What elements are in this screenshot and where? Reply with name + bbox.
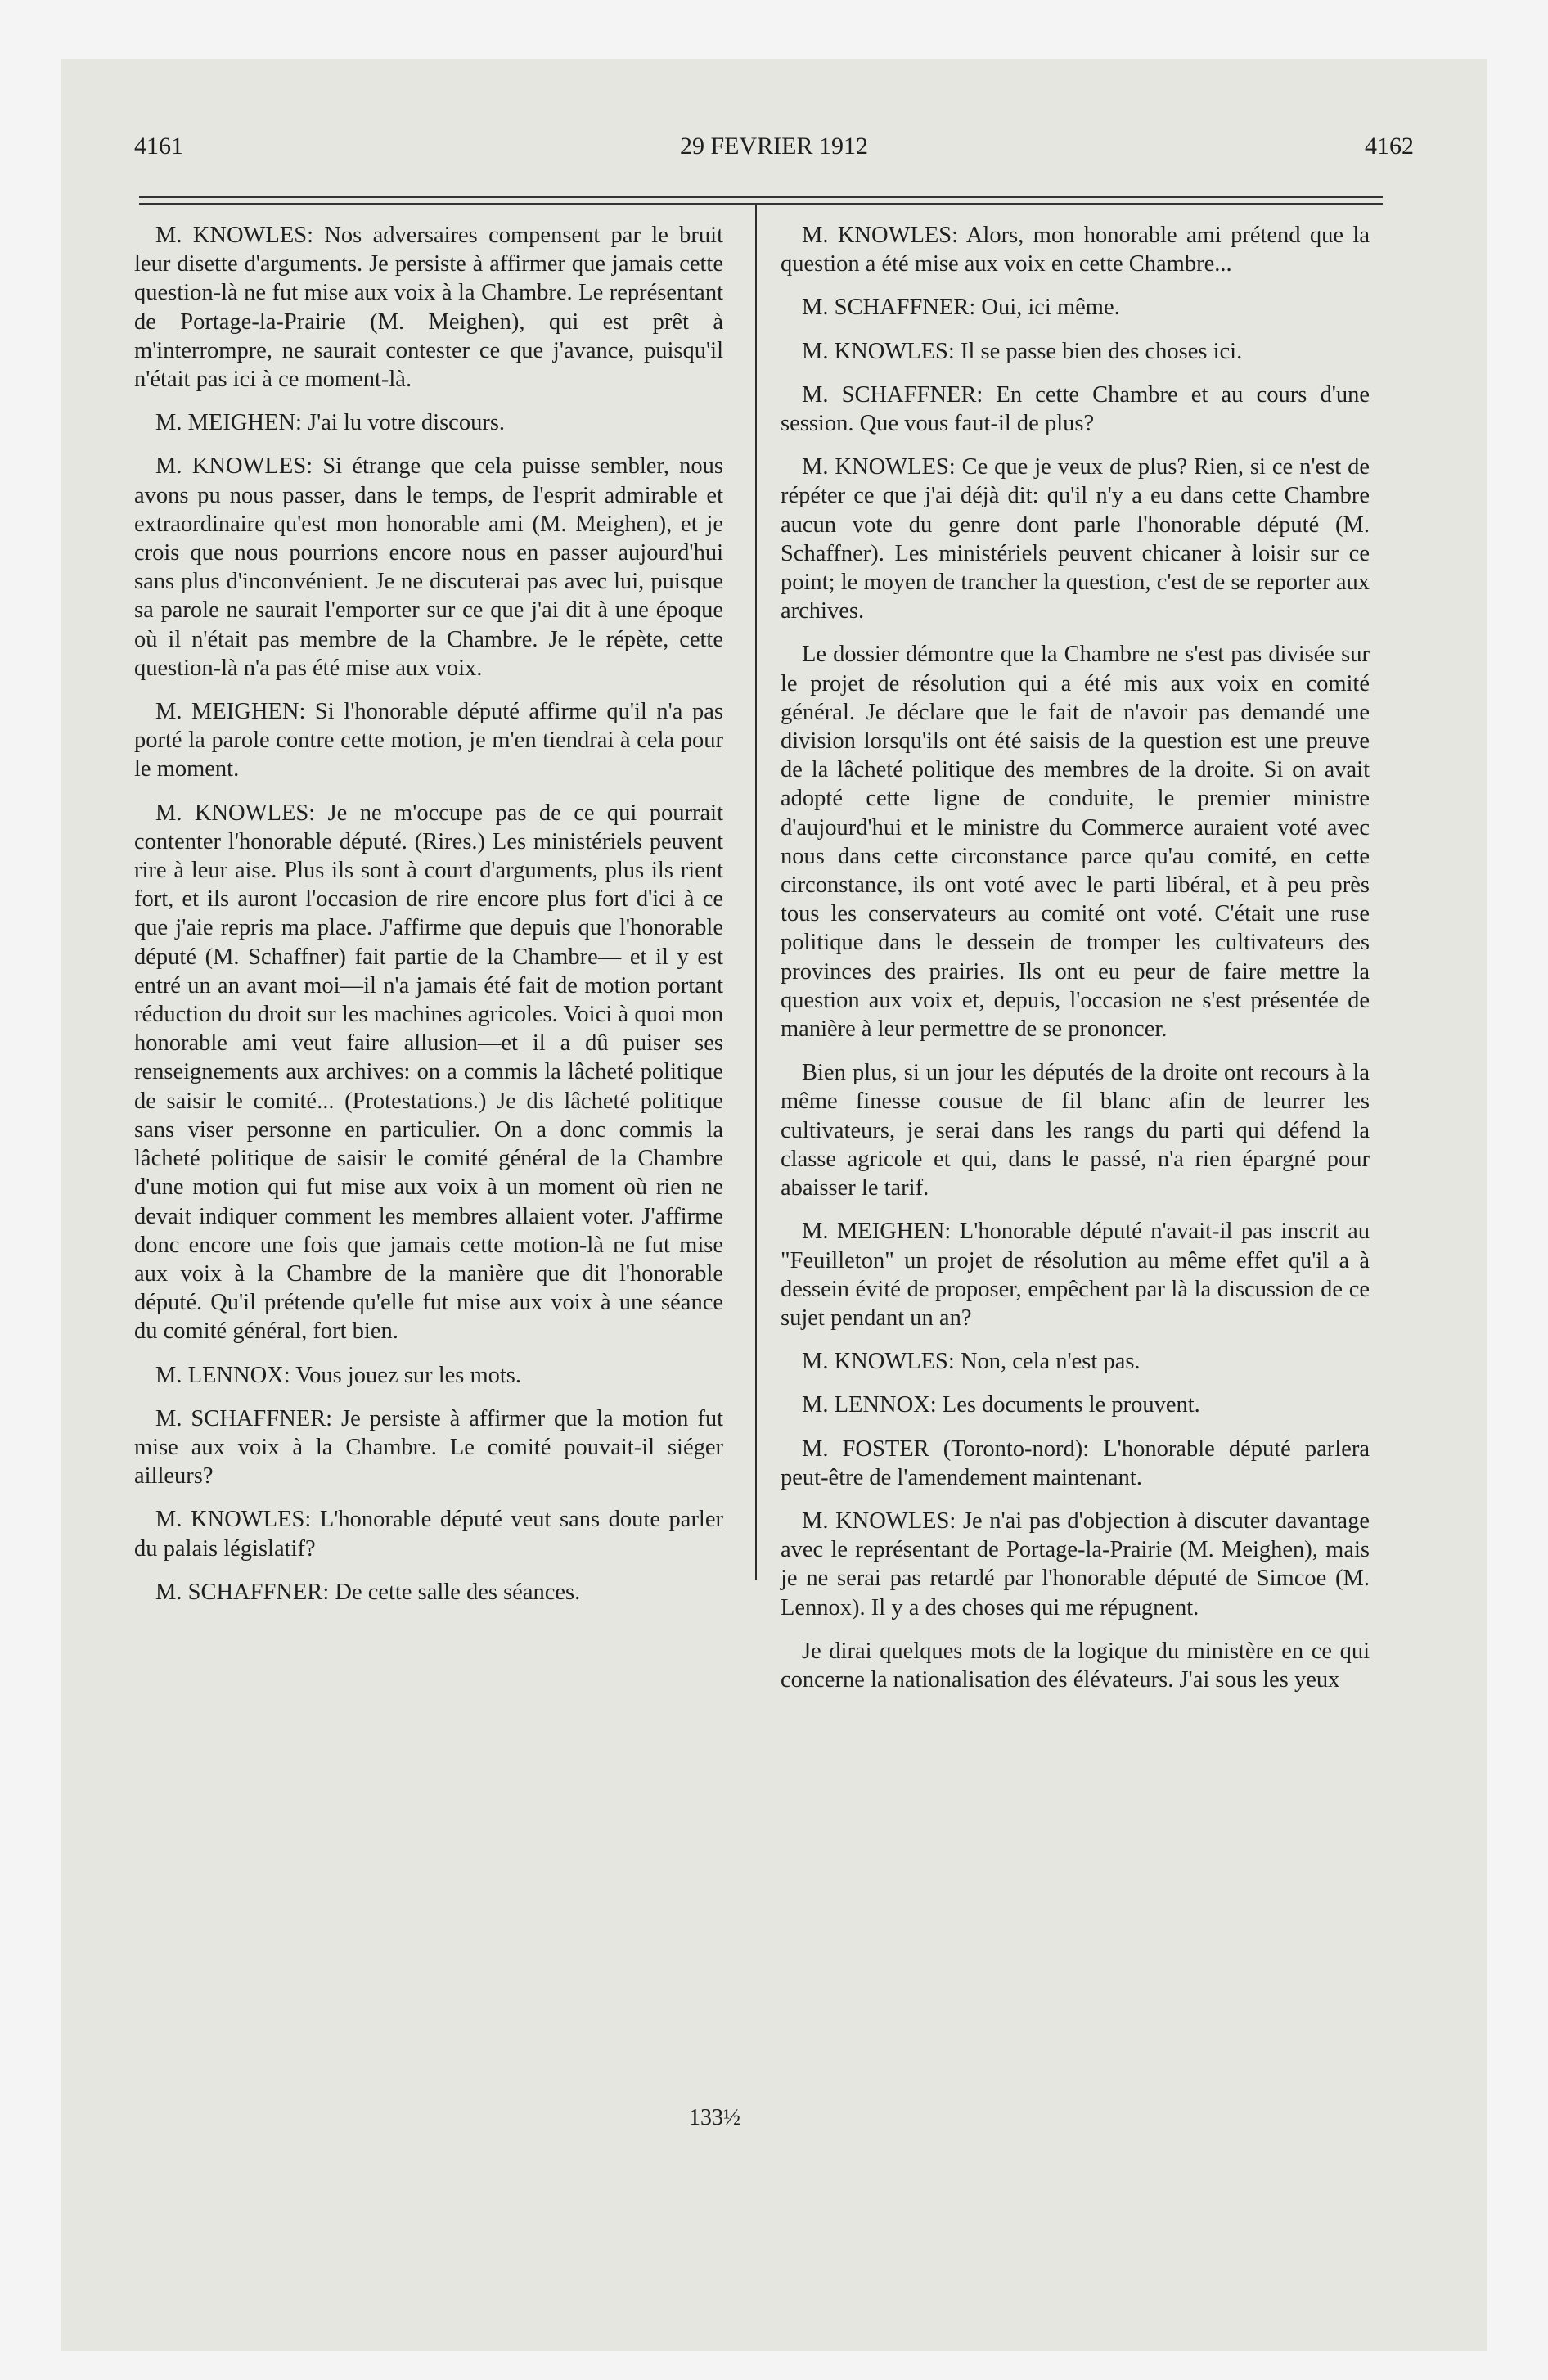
paragraph: M. LENNOX: Les documents le prouvent. — [802, 1392, 1200, 1418]
paragraph: M. MEIGHEN: J'ai lu votre discours. — [155, 410, 506, 436]
paragraph: M. FOSTER (Toronto-nord): L'honorable député parlera peut-être de l'amendement maintenant. — [781, 1436, 1370, 1490]
paragraph: M. KNOWLES: L'honorable député veut sans doute parler du palais législatif? — [134, 1507, 723, 1562]
paragraph: M. KNOWLES: Je n'ai pas d'objection à discuter davantage avec le représentant de Portage-la-Prairie (M. Meighen), mais je ne serai pas retardé par l'honorable député de Simcoe (M. Lennox). Il y a des choses qui me répugnent. — [781, 1508, 1370, 1620]
page-number-left: 4161 — [134, 133, 183, 160]
paragraph: M. LENNOX: Vous jouez sur les mots. — [155, 1362, 522, 1388]
sheet-number: 133½ — [689, 2105, 740, 2130]
paragraph: M. KNOWLES: Nos adversaires compensent par le bruit leur disette d'arguments. Je persiste à affirmer que jamais cette question-là ne fut mise aux voix à la Chambre. Le représentant de Portage-la-Prairie (M. Meighen), qui est prêt à m'interrompre, ne saurait contester ce que j'avance, puisqu'il n'était pas ici à ce moment-là. — [134, 223, 723, 393]
paragraph: M. MEIGHEN: Si l'honorable député affirme qu'il n'a pas porté la parole contre cette motion, je m'en tiendrai à cela pour le moment. — [134, 699, 723, 782]
right-column — [781, 221, 1370, 1709]
paragraph: M. KNOWLES: Alors, mon honorable ami prétend que la question a été mise aux voix en cette Chambre... — [781, 223, 1370, 277]
left-column — [134, 221, 723, 1621]
paragraph: M. KNOWLES: Il se passe bien des choses ici. — [802, 338, 1243, 364]
header-date: 29 FEVRIER 1912 — [679, 133, 868, 160]
header-double-rule — [139, 196, 1383, 205]
paragraph: M. KNOWLES: Non, cela n'est pas. — [802, 1349, 1141, 1375]
page-header — [134, 133, 1414, 174]
paragraph: M. KNOWLES: Si étrange que cela puisse sembler, nous avons pu nous passer, dans le temps, de l'esprit admirable et extraordinaire qu'est mon honorable ami (M. Meighen), et je crois que nous pourrions encore nous en passer aujourd'hui sans plus d'inconvénient. Je ne discuterai pas avec lui, puisque sa parole ne saurait l'emporter sur ce que j'ai dit à une époque où il n'était pas membre de la Chambre. Je le répète, cette question-là n'a pas été mise aux voix. — [134, 453, 723, 681]
paragraph: M. SCHAFFNER: Je persiste à affirmer que la motion fut mise aux voix à la Chambre. Le comité pouvait-il siéger ailleurs? — [134, 1405, 723, 1490]
paragraph: Je dirai quelques mots de la logique du ministère en ce qui concerne la nationalisation des élévateurs. J'ai sous les yeux — [781, 1638, 1370, 1693]
paragraph: M. KNOWLES: Je ne m'occupe pas de ce qui pourrait contenter l'honorable député. (Rires.) Les ministériels peuvent rire à leur aise. Plus ils sont à court d'arguments, plus ils rient fort, et ils auront l'occasion de rire encore plus fort d'ici à ce que j'aie repris ma place. J'affirme que depuis que l'honorable député (M. Schaffner) fait partie de la Chambre— et il y est entré un an avant moi—il n'a jamais été fait de motion portant réduction du droit sur les machines agricoles. Voici à quoi mon honorable ami veut faire allusion—et il a dû puiser ses renseignements aux archives: on a commis la lâcheté politique de saisir le comité... (Protestations.) Je dis lâcheté politique sans viser personne en particulier. On a donc commis la lâcheté politique de saisir le comité général de la Chambre d'une motion qui fut mise aux voix à un moment où rien ne devait indiquer comment les membres allaient voter. J'affirme donc encore une fois que jamais cette motion-là ne fut mise aux voix à la Chambre de la manière que dit l'honorable député. Qu'il prétende qu'elle fut mise aux voix à une séance du comité général, fort bien. — [134, 800, 723, 1345]
paragraph: M. MEIGHEN: L'honorable député n'avait-il pas inscrit au "Feuilleton" un projet de résolution au même effet qu'il a à dessein évité de proposer, empêchent par là la discussion de ce sujet pendant un an? — [781, 1219, 1370, 1331]
paragraph: M. SCHAFFNER: Oui, ici même. — [802, 295, 1120, 321]
column-divider — [755, 205, 757, 1580]
page-number-right: 4162 — [1365, 133, 1414, 160]
paragraph: M. SCHAFFNER: En cette Chambre et au cours d'une session. Que vous faut-il de plus? — [781, 381, 1370, 437]
paragraph: Bien plus, si un jour les députés de la droite ont recours à la même finesse cousue de fil blanc afin de leurrer les cultivateurs, je serai dans les rangs du parti qui défend la classe agricole et qui, dans le passé, n'a rien épargné pour abaisser le tarif. — [781, 1060, 1370, 1201]
paragraph: M. SCHAFFNER: De cette salle des séances. — [155, 1579, 581, 1605]
paragraph: Le dossier démontre que la Chambre ne s'est pas divisée sur le projet de résolution qui a été mis aux voix en comité général. Je déclare que le fait de n'avoir pas demandé une division lorsqu'ils ont été saisis de la question est une preuve de la lâcheté politique des membres de la droite. Si on avait adopté cette ligne de conduite, le premier ministre d'aujourd'hui et le ministre du Commerce auraient voté avec nous dans cette circonstance parce qu'au comité, en cette circonstance, ils ont voté avec le parti libéral, et à peu près tous les conservateurs au comité ont voté. C'était une ruse politique dans le dessein de tromper les cultivateurs des provinces des prairies. Ils ont eu peur de faire mettre la question aux voix et, depuis, l'occasion ne s'est présentée de manière à leur permettre de se prononcer. — [781, 642, 1370, 1043]
document-page — [61, 59, 1487, 2351]
paragraph: M. KNOWLES: Ce que je veux de plus? Rien, si ce n'est de répéter ce que j'ai déjà dit: qu'il n'y a eu dans cette Chambre aucun vote du genre dont parle l'honorable député (M. Schaffner). Les ministériels peuvent chicaner à loisir sur ce point; le moyen de trancher la question, c'est de se reporter aux archives. — [781, 454, 1370, 624]
